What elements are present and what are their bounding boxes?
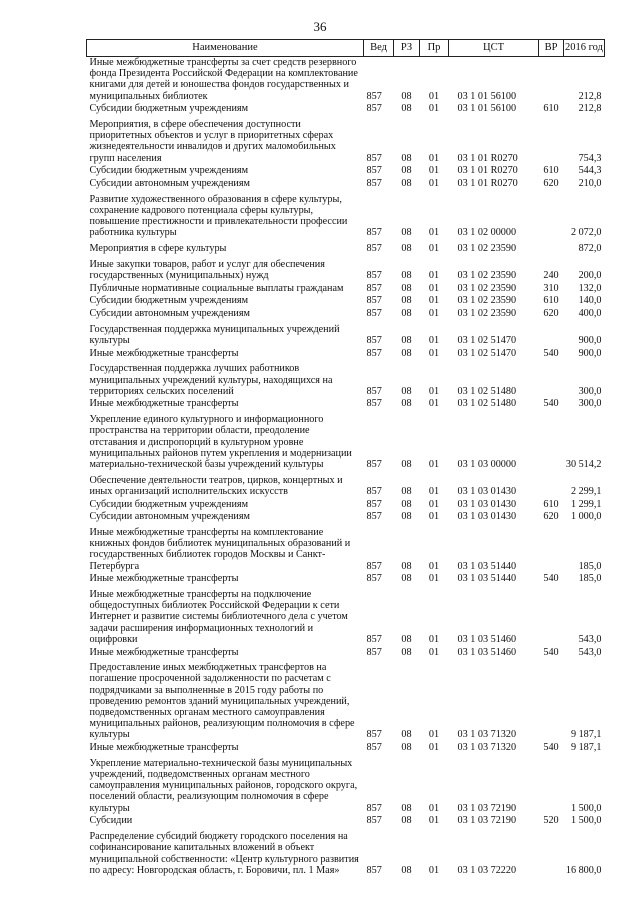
row-vr	[539, 472, 564, 499]
row-rz: 08	[401, 243, 412, 255]
row-vr: 610	[543, 295, 559, 307]
row-rz: 08	[401, 308, 412, 320]
header-cst: ЦСТ	[449, 40, 539, 57]
row-rz: 08	[401, 498, 412, 510]
row-amount: 212,8	[578, 90, 602, 102]
row-name: Государственная поддержка муниципальных учреждений культуры	[89, 323, 340, 346]
header-vr: ВР	[539, 40, 564, 57]
row-rz: 08	[401, 269, 412, 281]
row-name: Укрепление материально-технической базы муниципальных учреждений, подведомственных органам местного самоуправления муниципальных районов, городского округа, поселений области, реализующим полномочия в сфере культуры	[89, 757, 358, 814]
row-vr	[539, 240, 564, 256]
row-pr: 01	[428, 385, 440, 397]
row-cst: 03 1 02 51470	[457, 347, 517, 359]
row-cst: 03 1 03 71320	[457, 742, 517, 754]
table-row	[87, 256, 605, 283]
row-name: Иные межбюджетные трансферты	[89, 646, 239, 658]
row-rz: 08	[401, 385, 412, 397]
row-pr: 01	[428, 334, 440, 346]
table-body	[87, 57, 605, 878]
row-cst: 03 1 02 23590	[457, 308, 517, 320]
table-row	[87, 321, 605, 348]
row-vr: 310	[543, 282, 559, 294]
row-vr: 610	[543, 165, 559, 177]
row-ved: 857	[366, 459, 382, 470]
row-name: Мероприятия, в сфере обеспечения доступности приоритетных объектов и услуг в приоритетных сферах жизнедеятельности инвалидов и других маломобильных групп населения	[89, 119, 336, 164]
row-vr: 540	[543, 573, 559, 585]
row-name: Иные закупки товаров, работ и услуг для обеспечения государственных (муниципальных) нужд	[89, 258, 325, 281]
row-pr: 01	[428, 103, 440, 115]
table-row	[87, 103, 605, 116]
table-row	[87, 815, 605, 828]
row-rz: 08	[401, 633, 412, 645]
row-name: Субсидии	[89, 815, 133, 827]
table-row	[87, 647, 605, 660]
row-pr: 01	[428, 511, 440, 523]
row-ved: 857	[366, 802, 382, 814]
row-ved: 857	[366, 334, 382, 346]
row-rz: 08	[401, 802, 412, 814]
table-row	[87, 524, 605, 573]
row-name: Субсидии бюджетным учреждениям	[89, 103, 249, 115]
row-vr: 620	[543, 308, 559, 320]
header-name: Наименование	[87, 40, 364, 57]
row-rz: 08	[401, 282, 412, 294]
row-name: Иные межбюджетные трансферты	[89, 573, 239, 585]
row-pr: 01	[428, 633, 440, 645]
row-vr	[539, 321, 564, 348]
row-name: Предоставление иных межбюджетных трансфертов на погашение просроченной задолженности по расчетам с подрядчиками за выполненные в 2015 году работы по проведению ремонтов зданий муниципальных учреждений, подведомственных органам местного самоуправления муниципальных районов, реализующим полномочия в сфере культуры	[89, 662, 355, 741]
row-name: Мероприятия в сфере культуры	[89, 243, 227, 255]
table-row	[87, 659, 605, 742]
table-row	[87, 283, 605, 296]
row-rz: 08	[401, 742, 412, 754]
row-rz: 08	[401, 103, 412, 115]
row-name: Иные межбюджетные трансферты на комплектование книжных фондов библиотек муниципальных образований и государственных библиотек городов Москвы и Санкт-Петербурга	[89, 527, 351, 572]
row-amount: 900,0	[578, 334, 602, 346]
table-row	[87, 116, 605, 165]
row-amount: 754,3	[578, 152, 602, 164]
row-ved: 857	[366, 398, 382, 410]
row-cst: 03 1 03 72190	[457, 802, 517, 814]
row-cst: 03 1 01 R0270	[457, 152, 518, 164]
row-rz: 08	[401, 165, 412, 177]
row-pr: 01	[428, 347, 440, 359]
row-amount: 210,0	[578, 178, 602, 190]
row-pr: 01	[428, 459, 440, 470]
table-row	[87, 165, 605, 178]
row-amount: 9 187,1	[570, 729, 602, 741]
row-rz: 08	[401, 459, 412, 470]
row-vr: 540	[543, 398, 559, 410]
row-vr	[539, 411, 564, 472]
table-row	[87, 573, 605, 586]
row-ved: 857	[366, 295, 382, 307]
row-name: Иные межбюджетные трансферты	[89, 347, 239, 359]
row-cst: 03 1 03 51440	[457, 573, 517, 585]
header-rz: РЗ	[394, 40, 420, 57]
row-pr: 01	[428, 560, 440, 572]
row-amount: 1 500,0	[570, 815, 602, 827]
row-cst: 03 1 02 23590	[457, 269, 517, 281]
row-pr: 01	[428, 485, 440, 497]
row-pr: 01	[428, 227, 440, 239]
row-vr: 620	[543, 178, 559, 190]
row-pr: 01	[428, 398, 440, 410]
row-cst: 03 1 02 51480	[457, 398, 517, 410]
row-pr: 01	[428, 295, 440, 307]
row-ved: 857	[366, 498, 382, 510]
row-rz: 08	[401, 511, 412, 523]
table-row	[87, 295, 605, 308]
row-rz: 08	[401, 815, 412, 827]
table-row	[87, 57, 605, 104]
table-row	[87, 191, 605, 240]
row-ved: 857	[366, 485, 382, 497]
row-pr: 01	[428, 729, 440, 741]
row-name: Иные межбюджетные трансферты	[89, 742, 239, 754]
row-cst: 03 1 02 23590	[457, 282, 517, 294]
row-pr: 01	[428, 802, 440, 814]
row-vr: 610	[543, 103, 559, 115]
row-pr: 01	[428, 282, 440, 294]
row-name: Субсидии автономным учреждениям	[89, 511, 250, 523]
row-vr	[539, 191, 564, 240]
row-vr: 540	[543, 646, 559, 658]
row-ved: 857	[366, 646, 382, 658]
row-amount: 212,8	[578, 103, 602, 115]
row-ved: 857	[366, 633, 382, 645]
row-rz: 08	[401, 178, 412, 190]
row-vr	[539, 360, 564, 398]
table-row	[87, 755, 605, 816]
table-row	[87, 472, 605, 499]
row-cst: 03 1 01 56100	[457, 90, 517, 102]
row-rz: 08	[401, 646, 412, 658]
row-vr	[539, 524, 564, 573]
row-amount: 543,0	[578, 646, 602, 658]
row-name: Распределение субсидий бюджету городского поселения на софинансирование капитальных вложений в объект муниципальной собственности: «Центр культурного развития по адресу: Новгородская область, г. Боровичи, пл. 1 Мая»	[89, 831, 359, 876]
row-amount: 185,0	[578, 573, 602, 585]
header-ved: Вед	[364, 40, 394, 57]
table-row	[87, 411, 605, 472]
table-row	[87, 360, 605, 398]
row-cst: 03 1 03 72190	[457, 815, 517, 827]
row-rz: 08	[401, 152, 412, 164]
row-pr: 01	[428, 308, 440, 320]
row-ved: 857	[366, 282, 382, 294]
row-cst: 03 1 02 51480	[457, 385, 517, 397]
row-cst: 03 1 03 71320	[457, 729, 517, 741]
row-vr	[539, 755, 564, 816]
row-vr: 520	[543, 815, 559, 827]
table-row	[87, 586, 605, 647]
row-vr: 240	[543, 269, 559, 281]
row-ved: 857	[366, 178, 382, 190]
row-pr: 01	[428, 815, 440, 827]
row-cst: 03 1 03 72220	[457, 864, 517, 876]
row-vr: 620	[543, 511, 559, 523]
row-cst: 03 1 01 R0270	[457, 165, 518, 177]
row-ved: 857	[366, 385, 382, 397]
row-cst: 03 1 03 51460	[457, 646, 517, 658]
row-vr	[539, 57, 564, 104]
table-row	[87, 178, 605, 191]
row-amount: 2 072,0	[570, 227, 602, 239]
row-amount: 900,0	[578, 347, 602, 359]
row-name: Государственная поддержка лучших работников муниципальных учреждений культуры, находящихся на территориях сельских поселений	[89, 363, 333, 397]
row-amount: 300,0	[578, 398, 602, 410]
row-name: Иные межбюджетные трансферты за счет средств резервного фонда Президента Российской Федерации на комплектование книгами для детей и юношества фондов государственных и муниципальных библиотек	[89, 57, 358, 102]
row-name: Обеспечение деятельности театров, цирков, концертных и иных организаций исполнительских искусств	[89, 474, 343, 497]
row-pr: 01	[428, 573, 440, 585]
row-amount: 30 514,2	[565, 459, 602, 470]
page-number: 36	[313, 19, 327, 34]
budget-table	[86, 39, 605, 877]
table-row	[87, 828, 605, 877]
row-name: Субсидии автономным учреждениям	[89, 308, 250, 320]
row-rz: 08	[401, 729, 412, 741]
row-name: Укрепление единого культурного и информационного пространства на территории области, преодоление отставания и диспропорций в культурном уровне муниципальных районов путем укрепления и модернизации материально-технической базы учреждений культуры	[89, 414, 352, 470]
row-cst: 03 1 02 51470	[457, 334, 517, 346]
row-pr: 01	[428, 243, 440, 255]
row-name: Субсидии бюджетным учреждениям	[89, 295, 249, 307]
row-vr	[539, 659, 564, 742]
row-rz: 08	[401, 295, 412, 307]
row-pr: 01	[428, 165, 440, 177]
row-vr: 540	[543, 742, 559, 754]
row-ved: 857	[366, 815, 382, 827]
row-rz: 08	[401, 90, 412, 102]
row-amount: 300,0	[578, 385, 602, 397]
header-amount: 2016 год	[564, 40, 605, 57]
table-row	[87, 742, 605, 755]
row-pr: 01	[428, 742, 440, 754]
row-ved: 857	[366, 165, 382, 177]
row-cst: 03 1 01 R0270	[457, 178, 518, 190]
row-amount: 1 000,0	[570, 511, 602, 523]
table-row	[87, 348, 605, 361]
row-ved: 857	[366, 729, 382, 741]
row-cst: 03 1 02 23590	[457, 295, 517, 307]
row-ved: 857	[366, 243, 382, 255]
row-pr: 01	[428, 498, 440, 510]
row-amount: 544,3	[578, 165, 602, 177]
row-amount: 2 299,1	[570, 485, 602, 497]
row-amount: 872,0	[578, 243, 602, 255]
row-rz: 08	[401, 485, 412, 497]
row-amount: 200,0	[578, 269, 602, 281]
row-ved: 857	[366, 152, 382, 164]
row-pr: 01	[428, 152, 440, 164]
row-ved: 857	[366, 227, 382, 239]
row-cst: 03 1 01 56100	[457, 103, 517, 115]
row-ved: 857	[366, 573, 382, 585]
row-name: Публичные нормативные социальные выплаты гражданам	[89, 282, 344, 294]
row-ved: 857	[366, 864, 382, 876]
row-cst: 03 1 03 51440	[457, 560, 517, 572]
row-cst: 03 1 02 23590	[457, 243, 517, 255]
table-row	[87, 308, 605, 321]
row-vr	[539, 116, 564, 165]
row-amount: 185,0	[578, 560, 602, 572]
row-pr: 01	[428, 646, 440, 658]
row-cst: 03 1 03 01430	[457, 511, 517, 523]
row-rz: 08	[401, 334, 412, 346]
row-pr: 01	[428, 269, 440, 281]
row-rz: 08	[401, 573, 412, 585]
table-header-row	[87, 40, 605, 57]
row-ved: 857	[366, 742, 382, 754]
table-row	[87, 398, 605, 411]
row-vr	[539, 828, 564, 877]
row-ved: 857	[366, 103, 382, 115]
row-amount: 140,0	[578, 295, 602, 307]
row-vr	[539, 586, 564, 647]
row-ved: 857	[366, 269, 382, 281]
header-pr: Пр	[420, 40, 449, 57]
row-name: Субсидии бюджетным учреждениям	[89, 498, 249, 510]
row-amount: 132,0	[578, 282, 602, 294]
row-cst: 03 1 03 01430	[457, 498, 517, 510]
row-rz: 08	[401, 864, 412, 876]
row-ved: 857	[366, 90, 382, 102]
row-ved: 857	[366, 347, 382, 359]
row-pr: 01	[428, 864, 440, 876]
row-rz: 08	[401, 398, 412, 410]
row-amount: 1 500,0	[570, 802, 602, 814]
row-cst: 03 1 02 00000	[457, 227, 517, 239]
row-rz: 08	[401, 347, 412, 359]
row-amount: 16 800,0	[565, 864, 602, 876]
row-amount: 400,0	[578, 308, 602, 320]
row-name: Субсидии автономным учреждениям	[89, 178, 250, 190]
table-row	[87, 511, 605, 524]
row-name: Субсидии бюджетным учреждениям	[89, 165, 249, 177]
row-name: Развитие художественного образования в сфере культуры, сохранение кадрового потенциала сферы культуры, повышение престижности и привлекательности профессии работника культуры	[89, 193, 348, 239]
row-name: Иные межбюджетные трансферты на подключение общедоступных библиотек Российской Федерации к сети Интернет и развитие системы библиотечного дела с учетом задачи расширения информационных технологий и оцифровки	[89, 589, 348, 645]
row-amount: 543,0	[578, 633, 602, 645]
row-rz: 08	[401, 227, 412, 239]
row-cst: 03 1 03 01430	[457, 485, 517, 497]
row-pr: 01	[428, 90, 440, 102]
row-ved: 857	[366, 560, 382, 572]
row-vr: 540	[543, 347, 559, 359]
row-cst: 03 1 03 51460	[457, 633, 517, 645]
row-vr: 610	[543, 498, 559, 510]
table-row	[87, 240, 605, 256]
table-row	[87, 499, 605, 512]
row-ved: 857	[366, 511, 382, 523]
row-rz: 08	[401, 560, 412, 572]
row-cst: 03 1 03 00000	[457, 459, 517, 470]
row-name: Иные межбюджетные трансферты	[89, 398, 239, 410]
row-amount: 9 187,1	[570, 742, 602, 754]
row-pr: 01	[428, 178, 440, 190]
row-amount: 1 299,1	[570, 498, 602, 510]
row-ved: 857	[366, 308, 382, 320]
